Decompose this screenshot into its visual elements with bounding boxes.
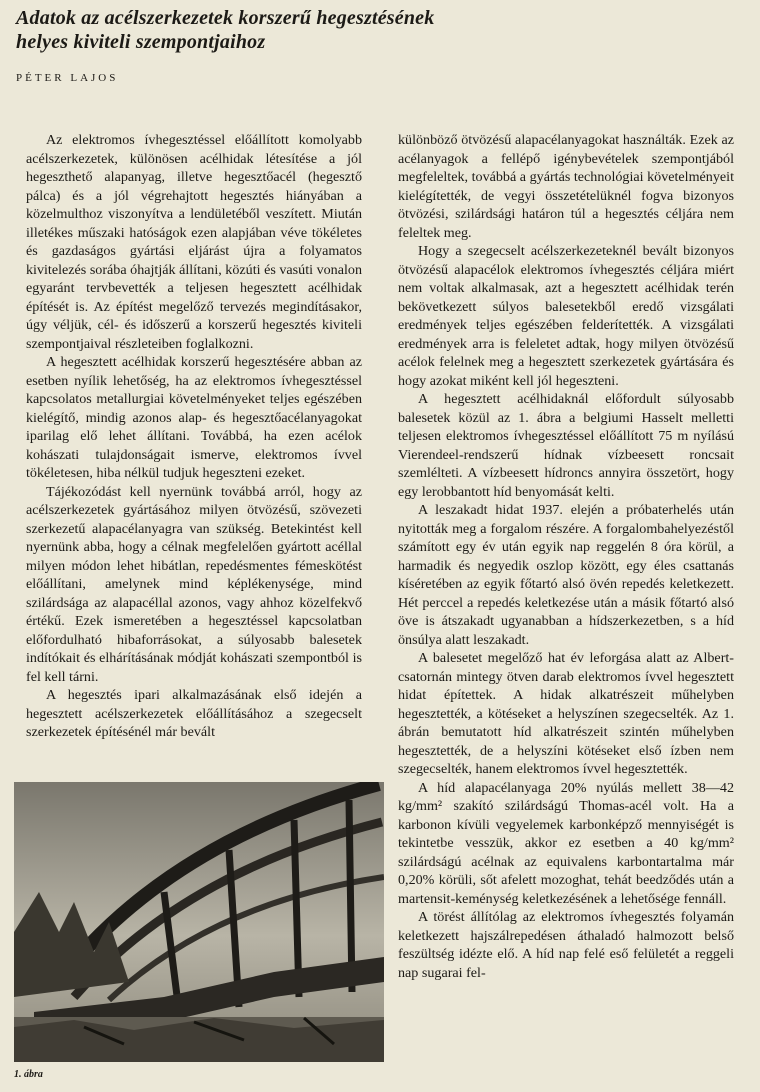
paragraph: A hegesztés ipari alkalmazásának első idején a hegesztett acélszerkezetek előállításához a szegecselt szerkezetek építésénél már bevált xyxy=(26,687,362,740)
paragraph: Tájékozódást kell nyernünk továbbá arról, hogy az acélszerkezetek gyártásához milyen ötvözésű, szövezeti szerkezetű alapacélanyagra van szükség. Betekintést kell nyernünk abba, hogy a célnak megfelelően gyártott acéllal milyen módon lehet hibátlan, repedésmentes fémeskötést előállítani, amelynek mind képlékenysége, mind szilárdsága az alapacéllal azonos, vagy ahhoz közelfekvő értékű. Ezek ismeretében a hegesztéssel kapcsolatban előfordulható hibaforrásokat, a súlyosabb balesetek indítókait és elhárításának módját kohászati szempontból is fel kell tárni. xyxy=(26,483,362,685)
figure-caption: 1. ábra xyxy=(14,1069,43,1080)
paragraph: Az elektromos ívhegesztéssel előállított komolyabb acélszerkezetek, különösen acélhidak létesítése a jól hegeszthető alapanyag, illetve hegesztőacél (hegesztő pálca) és a jól végrehajtott hegesztés hiányában a közelmulthoz viszonyítva a lendületéből veszített. Miután illetékes műszaki hatóságok ezen alapjában véve tökéletes és gazdaságos gyártási eljárást újra a folyamatos kivitelezés sorába óhajtják állítani, közúti és vasúti vonalon egyaránt tervbevették a teljesen hegesztett acélhidak építését is. Az építést megelőző tervezés megindításakor, úgy véljük, cél- és időszerű a korszerű hegesztés kiviteli szempontjaival részleteiben foglalkozni. xyxy=(26,132,362,352)
title-line-2: helyes kiviteli szempontjaihoz xyxy=(16,31,266,53)
bridge-wreck-photo xyxy=(14,782,384,1062)
paragraph: A balesetet megelőző hat év leforgása alatt az Albert-csatornán mintegy ötven darab elektromos ívvel hegesztett hidat építettek. A hidak alkatrészeit műhelyben hegesztették, a kötéseket a helyszínen szegecselték. Az 1. ábrán bemutatott híd alkatrészeit szintén műhelyben hegesztették, de a helyszíni kötéseket első ízben nem szegecselték, hanem elektromos ívvel hegesztették. xyxy=(398,650,734,777)
paragraph: A leszakadt hidat 1937. elején a próbaterhelés után nyitották meg a forgalom részére. A forgalombahelyezéstől számított egy év után egyik nap reggelén 8 óra körül, a harmadik és negyedik oszlop között, egy éles csattanás kíséretében az egyik főtartó alsó övén repedés keletkezett. Hét perccel a repedés keletkezése után a másik főtartó alsó öve is átszakadt ugyanabban a hídszerkezetben, s a híd önsúlya alatt leszakadt. xyxy=(398,502,734,648)
article-title xyxy=(16,6,746,54)
paragraph: A törést állítólag az elektromos ívhegesztés folyamán keletkezett hajszálrepedésen áthaladó halmozott belső feszültség idézte elő. A híd nap felé eső felületét a reggeli nap sugarai fel- xyxy=(398,909,734,981)
author-name: PÉTER LAJOS xyxy=(16,72,119,84)
paragraph: A híd alapacélanyaga 20% nyúlás mellett 38—42 kg/mm² szakító szilárdságú Thomas-acél volt. Ha a karbonon kívüli vegyelemek karbonképző mennyiségét is tekintetbe vesszük, akkor ez esetben a 40 kg/mm² szilárdságú acélnak az equivalens karbontartalma már 0,20% körüli, sőt afelett mozoghat, tehát beedződés után a martensit-keménység keletkezésének a lehetősége fennáll. xyxy=(398,779,734,907)
paragraph: különböző ötvözésű alapacélanyagokat használták. Ezek az acélanyagok a fellépő igénybevételek szempontjából megfeleltek, továbbá a gyártás technológiai követelményeit kielégítették, de vegyi összetételüknél fogva bizonyos ötvözési, szilárdsági határon túl a hegesztés céljára nem feleltek meg. xyxy=(398,132,734,241)
title-line-1: Adatok az acélszerkezetek korszerű hegesztésének xyxy=(16,7,435,29)
paragraph: A hegesztett acélhidak korszerű hegesztésére abban az esetben nyílik lehetőség, ha az elektromos ívhegesztéssel kapcsolatos metallurgiai követelményeket teljes egészében kielégítő, mindig azonos alap- és hegesztőacélanyagokat iparilag elő lehet állítani. Továbbá, ha ezen acélok kohászati tulajdonságait ismerve, elektromos ívvel tökéletesen, hiba nélkül tudjuk hegeszteni ezeket. xyxy=(26,354,362,481)
paragraph: Hogy a szegecselt acélszerkezeteknél bevált bizonyos ötvözésű alapacélok elektromos ívhegesztés céljára miért nem voltak alkalmasak, azt a hegesztett acélhidak terén bekövetkezett súlyos balesetekből eredő vizsgálati eredmények teljes egészében felderítették. A vizsgálati eredmények arra is feleletet adtak, hogy milyen ötvözésű acélok felelnek meg a hegesztett szerkezetek gyártására és hogy azokat miként kell jól hegeszteni. xyxy=(398,243,734,389)
right-column xyxy=(398,131,734,982)
paragraph: A hegesztett acélhidaknál előfordult súlyosabb balesetek közül az 1. ábra a belgiumi Hasselt melletti teljesen elektromos ívhegesztéssel előállított 75 m nyílású Vierendeel-rendszerű hídnak vízbeesett roncsait szemlélteti. A vízbeesett hídroncs annyira összetört, hogy egy lerobbantott híd benyomását kelti. xyxy=(398,391,734,500)
left-column xyxy=(26,131,362,742)
